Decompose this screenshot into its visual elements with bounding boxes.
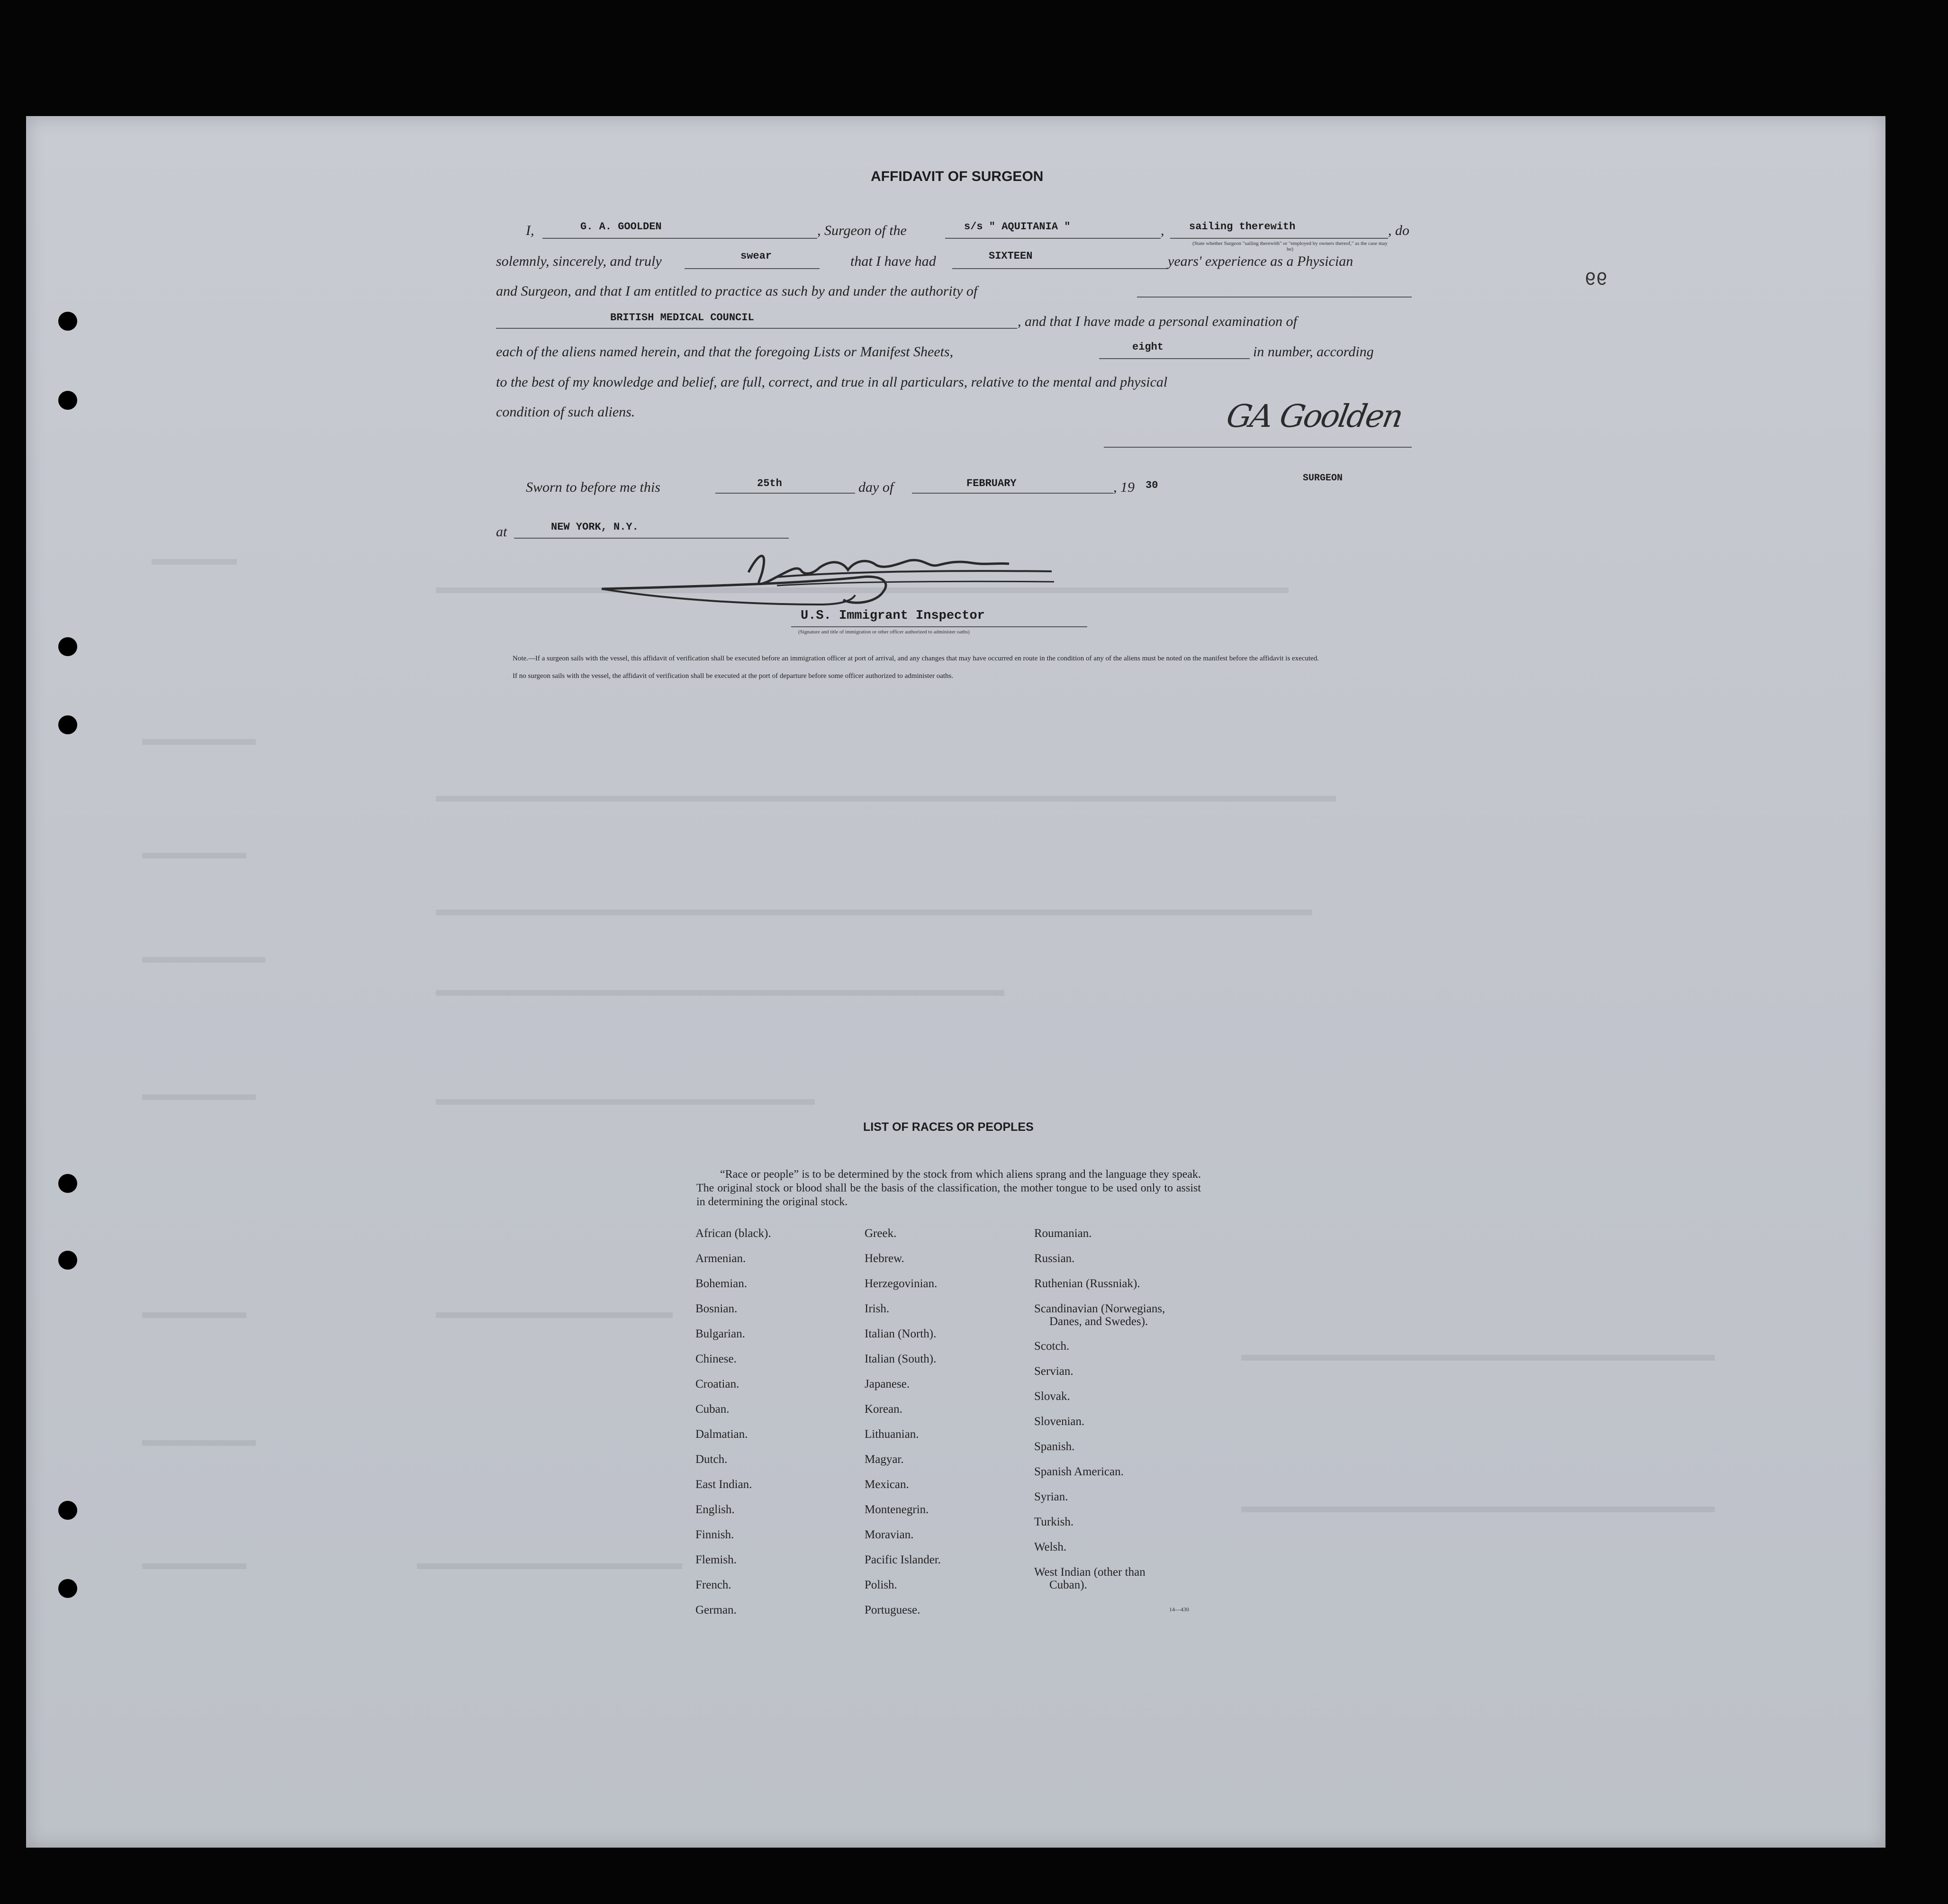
oath-line: [685, 268, 820, 269]
race-item: Mexican.: [865, 1478, 909, 1491]
race-item: Irish.: [865, 1302, 890, 1315]
bleed-through: [436, 990, 1004, 996]
bleed-through: [142, 739, 256, 745]
race-item: West Indian (other than: [1034, 1566, 1145, 1579]
authority: BRITISH MEDICAL COUNCIL: [610, 312, 754, 324]
bleed-through: [436, 796, 1336, 802]
punch-hole: [58, 1174, 77, 1193]
bleed-through: [142, 853, 246, 858]
race-item: Syrian.: [1034, 1490, 1068, 1503]
race-item: French.: [695, 1579, 731, 1591]
race-item-continued: Danes, and Swedes).: [1049, 1315, 1148, 1328]
bleed-through: [417, 1563, 682, 1569]
bleed-through: [152, 559, 237, 565]
race-item: East Indian.: [695, 1478, 752, 1491]
note-surgeon-sails: Note.—If a surgeon sails with the vessel, this affidavit of verification shall be executed before an immigration officer at port of arrival, and any changes that may have occurred en route in the condition of any of the aliens must be noted on the manifest before the affidavit is executed.: [513, 655, 1319, 662]
bleed-through: [1241, 1355, 1715, 1361]
bleed-through: [142, 1312, 246, 1318]
inspector-caption: (Signature and title of immigration or other officer authorized to administer oaths): [798, 629, 970, 635]
race-item: Bosnian.: [695, 1302, 738, 1315]
sheets-count: eight: [1132, 341, 1164, 353]
punch-hole: [58, 391, 77, 410]
race-item: Hebrew.: [865, 1252, 904, 1265]
vessel-line: [945, 238, 1161, 239]
race-item: Polish.: [865, 1579, 897, 1591]
bleed-through: [436, 1312, 673, 1318]
year-prefix: , 19: [1113, 479, 1135, 495]
surgeon-label: SURGEON: [1303, 473, 1343, 484]
punch-hole: [58, 1251, 77, 1270]
year-suffix: 30: [1145, 479, 1158, 491]
race-item: Montenegrin.: [865, 1503, 929, 1516]
race-item: Italian (South).: [865, 1353, 937, 1365]
bleed-through: [436, 910, 1312, 915]
sailing-line: [1170, 238, 1388, 239]
punch-hole: [58, 637, 77, 656]
place-line: [514, 538, 789, 539]
race-item: Russian.: [1034, 1252, 1075, 1265]
line1-mid: , Surgeon of the: [817, 223, 907, 238]
race-item: Roumanian.: [1034, 1227, 1092, 1240]
race-item: Scandinavian (Norwegians,: [1034, 1302, 1165, 1315]
race-item: Dalmatian.: [695, 1428, 748, 1441]
race-item: Lithuanian.: [865, 1428, 919, 1441]
line2-end: years' experience as a Physician: [1168, 253, 1353, 269]
races-intro: “Race or people” is to be determined by the stock from which aliens sprang and the language they speak. The original stock or blood shall be the basis of the classification, the mother tongue to be used only to assist in determining the original stock.: [696, 1168, 1201, 1208]
race-item: Flemish.: [695, 1553, 737, 1566]
race-item: German.: [695, 1604, 737, 1616]
race-item: Servian.: [1034, 1365, 1073, 1378]
place: NEW YORK, N.Y.: [551, 521, 639, 533]
race-item: Italian (North).: [865, 1327, 937, 1340]
line5-start: each of the aliens named herein, and that the foregoing Lists or Manifest Sheets,: [496, 344, 954, 360]
line6: to the best of my knowledge and belief, are full, correct, and true in all particulars, relative to the mental and physical: [496, 374, 1168, 390]
race-item: Bulgarian.: [695, 1327, 745, 1340]
race-item: Bohemian.: [695, 1277, 748, 1290]
bleed-through: [1241, 1507, 1715, 1512]
day-of-label: day of: [858, 479, 894, 495]
surgeon-signature: GA Goolden: [1224, 398, 1405, 434]
line2-start: solemnly, sincerely, and truly: [496, 253, 662, 269]
race-item: Herzegovinian.: [865, 1277, 938, 1290]
bleed-through: [142, 1094, 256, 1100]
years: SIXTEEN: [989, 250, 1033, 262]
years-line: [952, 268, 1168, 269]
signature-line: [1104, 447, 1412, 448]
race-item: Cuban.: [695, 1403, 730, 1416]
race-item: African (black).: [695, 1227, 771, 1240]
bleed-through: [436, 1099, 815, 1105]
line5-end: in number, according: [1253, 344, 1374, 360]
line4-end: , and that I have made a personal examination of: [1018, 314, 1297, 329]
race-item: Greek.: [865, 1227, 897, 1240]
surgeon-name: G. A. GOOLDEN: [580, 221, 662, 233]
race-item: Spanish.: [1034, 1440, 1075, 1453]
race-item: Dutch.: [695, 1453, 728, 1466]
sheets-line: [1099, 358, 1250, 359]
race-item: Spanish American.: [1034, 1465, 1124, 1478]
inspector-line: [791, 626, 1087, 627]
sailing-status: sailing therewith: [1189, 221, 1296, 233]
sworn-month: FEBRUARY: [966, 478, 1017, 489]
race-item: Armenian.: [695, 1252, 746, 1265]
affidavit-title: AFFIDAVIT OF SURGEON: [871, 169, 1044, 184]
race-item: Turkish.: [1034, 1516, 1074, 1528]
race-item: Pacific Islander.: [865, 1553, 941, 1566]
race-item: Moravian.: [865, 1528, 914, 1541]
race-item: English.: [695, 1503, 735, 1516]
sworn-day: 25th: [757, 478, 782, 489]
race-item: Japanese.: [865, 1378, 910, 1390]
race-item-continued: Cuban).: [1049, 1579, 1087, 1591]
race-item: Finnish.: [695, 1528, 734, 1541]
vessel-name: s/s " AQUITANIA ": [964, 221, 1071, 233]
races-title: LIST OF RACES OR PEOPLES: [863, 1120, 1034, 1134]
race-item: Welsh.: [1034, 1541, 1067, 1553]
line7: condition of such aliens.: [496, 404, 635, 420]
sworn-start: Sworn to before me this: [526, 479, 660, 495]
bleed-through: [142, 1440, 256, 1446]
line1-start: I,: [526, 223, 534, 238]
race-item: Ruthenian (Russniak).: [1034, 1277, 1140, 1290]
form-number: 14—430: [1169, 1606, 1189, 1613]
line2-mid: that I have had: [850, 253, 936, 269]
race-item: Korean.: [865, 1403, 902, 1416]
race-item: Portuguese.: [865, 1604, 920, 1616]
punch-hole: [58, 312, 77, 331]
oath: swear: [740, 250, 772, 262]
race-item: Slovenian.: [1034, 1415, 1085, 1428]
month-line: [912, 493, 1113, 494]
race-item: Slovak.: [1034, 1390, 1070, 1403]
authority-line: [496, 328, 1017, 329]
line3: and Surgeon, and that I am entitled to practice as such by and under the authority of: [496, 283, 978, 299]
punch-hole: [58, 1501, 77, 1520]
inspector-title: U.S. Immigrant Inspector: [801, 609, 985, 623]
punch-hole: [58, 715, 77, 734]
inspector-signature: [597, 544, 1066, 615]
line1-end: , do: [1388, 223, 1409, 238]
race-item: Scotch.: [1034, 1340, 1070, 1353]
bleed-through: [142, 1563, 246, 1569]
day-line: [715, 493, 855, 494]
race-item: Chinese.: [695, 1353, 737, 1365]
at-label: at: [496, 524, 507, 540]
punch-hole: [58, 1579, 77, 1598]
race-item: Croatian.: [695, 1378, 740, 1390]
page-number: 66: [1585, 266, 1608, 288]
sailing-note: (State whether Surgeon "sailing therewith" or "employed by owners thereof," as the case may be): [1192, 241, 1388, 252]
bleed-through: [142, 957, 265, 963]
note-no-surgeon: If no surgeon sails with the vessel, the affidavit of verification shall be executed at the port of departure before some officer authorized to administer oaths.: [513, 672, 954, 680]
authority-line-1: [1137, 297, 1412, 298]
race-item: Magyar.: [865, 1453, 904, 1466]
surgeon-name-line: [542, 238, 817, 239]
